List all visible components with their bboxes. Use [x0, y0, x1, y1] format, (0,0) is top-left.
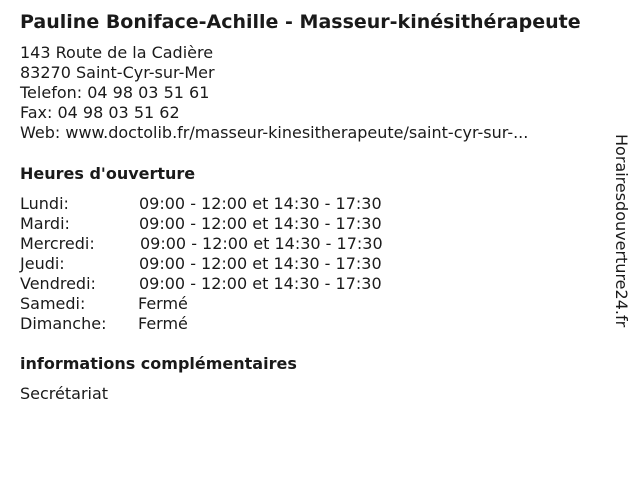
opening-hours-heading: Heures d'ouverture	[20, 164, 196, 183]
day-hours: Fermé	[138, 294, 188, 313]
additional-info-text: Secrétariat	[20, 384, 109, 403]
street-address: 143 Route de la Cadière	[20, 43, 214, 62]
day-hours: Fermé	[138, 314, 188, 333]
day-hours: 09:00 - 12:00 et 14:30 - 17:30	[139, 274, 382, 293]
city-address: 83270 Saint-Cyr-sur-Mer	[20, 63, 215, 82]
day-hours: 09:00 - 12:00 et 14:30 - 17:30	[139, 214, 382, 233]
watermark: Horairesdouverture24.fr	[612, 134, 631, 328]
page-title: Pauline Boniface-Achille - Masseur-kinésithérapeute	[20, 11, 581, 33]
day-label: Mardi:	[20, 214, 70, 233]
day-label: Jeudi:	[20, 254, 65, 273]
fax-number: Fax: 04 98 03 51 62	[20, 103, 180, 122]
day-label: Vendredi:	[20, 274, 96, 293]
day-hours: 09:00 - 12:00 et 14:30 - 17:30	[139, 254, 382, 273]
day-label: Mercredi:	[20, 234, 95, 253]
phone-number: Telefon: 04 98 03 51 61	[20, 83, 210, 102]
day-label: Lundi:	[20, 194, 69, 213]
day-label: Dimanche:	[20, 314, 107, 333]
website-link[interactable]: Web: www.doctolib.fr/masseur-kinesitherapeute/saint-cyr-sur-...	[20, 123, 529, 142]
additional-info-heading: informations complémentaires	[20, 354, 297, 373]
day-label: Samedi:	[20, 294, 86, 313]
day-hours: 09:00 - 12:00 et 14:30 - 17:30	[140, 234, 383, 253]
contact-block	[20, 43, 528, 143]
day-hours: 09:00 - 12:00 et 14:30 - 17:30	[139, 194, 382, 213]
